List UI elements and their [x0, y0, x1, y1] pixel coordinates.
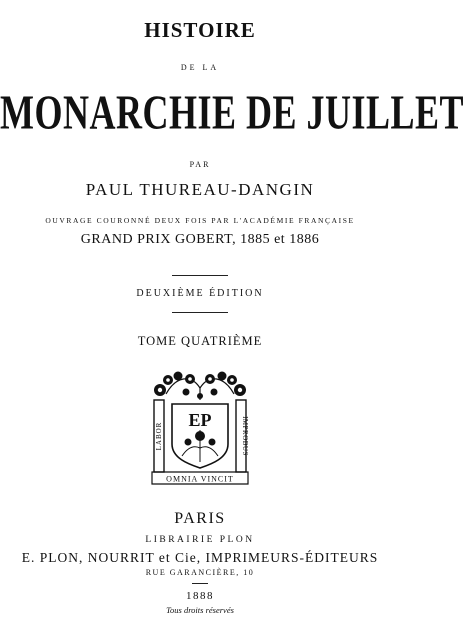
prize-line: GRAND PRIX GOBERT, 1885 et 1886: [80, 232, 320, 247]
byline-par: PAR: [189, 160, 211, 169]
imprint-address: RUE GARANCIÈRE, 10: [145, 568, 255, 577]
rights-notice: Tous droits réservés: [166, 605, 234, 615]
imprint-rule: [192, 583, 208, 584]
imprint-publisher: LIBRAIRIE PLON: [145, 535, 255, 545]
emblem-banner-text: OMNIA VINCIT: [166, 474, 234, 484]
volume-line: TOME QUATRIÈME: [137, 334, 263, 348]
edition-line: DEUXIÈME ÉDITION: [136, 288, 264, 299]
imprint-year: 1888: [186, 590, 214, 602]
imprint-city: PARIS: [174, 510, 226, 527]
emblem-motto-right: IMPROBUS: [241, 416, 249, 456]
title-histoire: HISTOIRE: [144, 18, 256, 42]
divider-rule-bottom: [172, 312, 228, 313]
award-note: OUVRAGE COURONNÉ DEUX FOIS PAR L'ACADÉMIE FRANÇAISE: [45, 216, 355, 225]
author-name: PAUL THUREAU-DANGIN: [85, 180, 315, 199]
emblem-monogram: EP: [188, 410, 212, 430]
imprint-printers: E. PLON, NOURRIT et Cie, IMPRIMEURS-ÉDITEURS: [21, 550, 379, 565]
publisher-device-icon: [146, 366, 254, 486]
emblem-motto-left: LABOR: [155, 421, 163, 451]
title-connector: DE LA: [180, 63, 220, 72]
divider-rule-top: [172, 275, 228, 276]
title-main: MONARCHIE DE JUILLET: [0, 85, 464, 140]
